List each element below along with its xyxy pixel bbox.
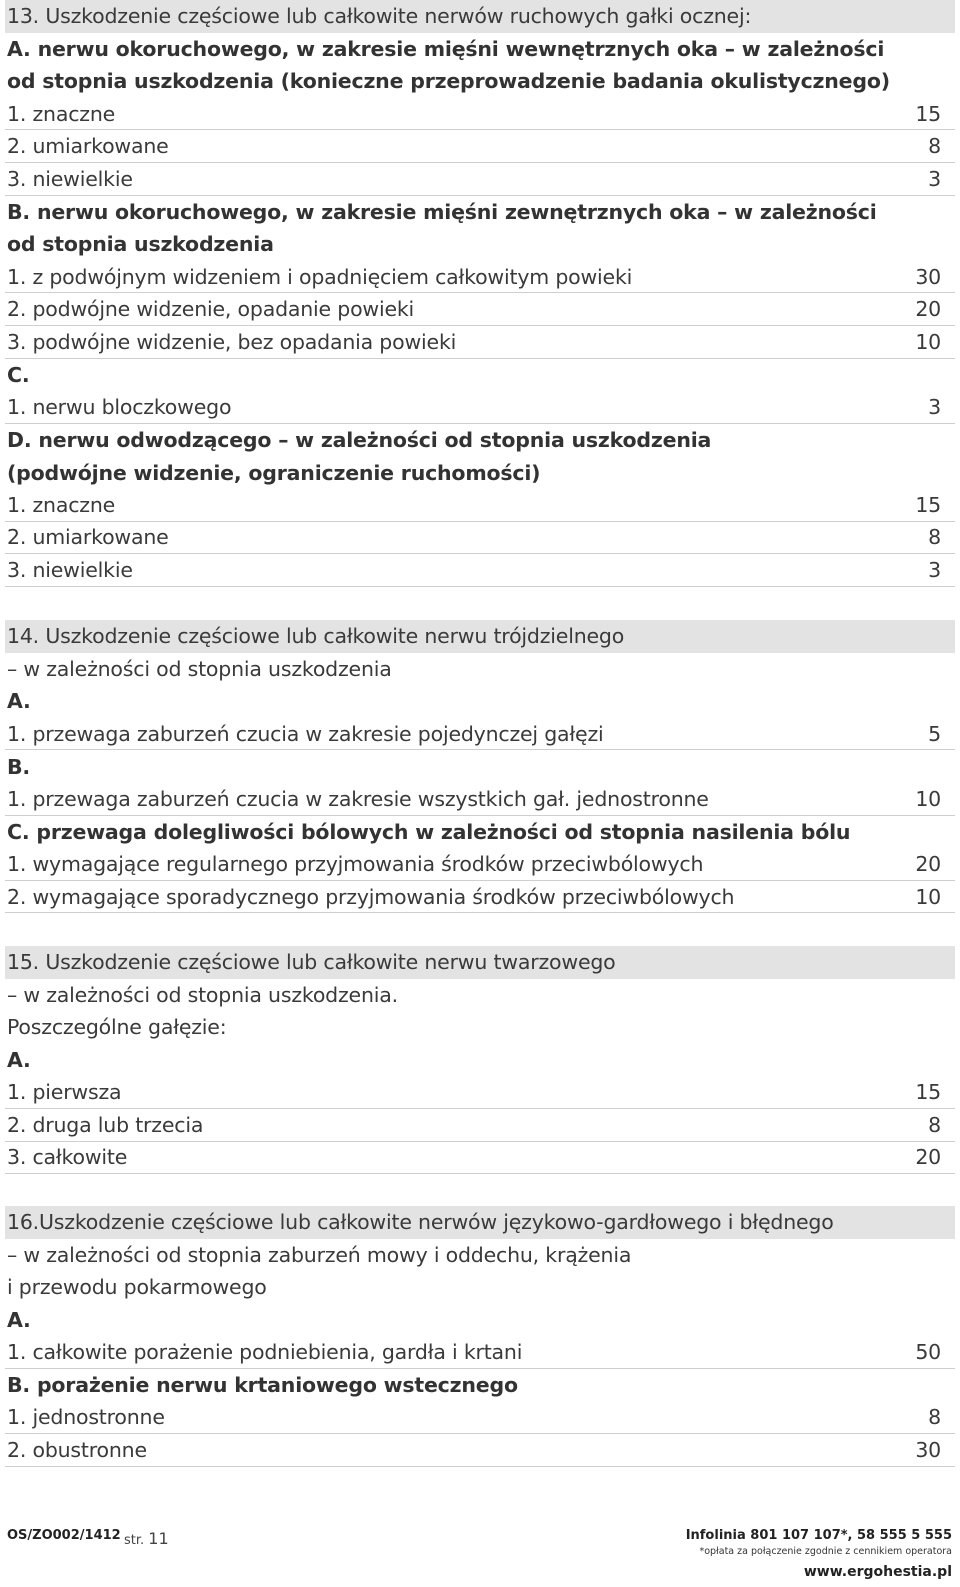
row-label: C.: [7, 362, 30, 387]
score-row: [5, 1142, 955, 1175]
row-label: A.: [7, 1308, 31, 1333]
row-value: 8: [928, 1112, 941, 1137]
row-label: 1. z podwójnym widzeniem i opadnięciem całkowitym powieki: [7, 264, 633, 289]
row-label: od stopnia uszkodzenia: [7, 232, 274, 257]
row-value: 8: [928, 525, 941, 550]
text-row: [5, 1304, 955, 1337]
score-row: [5, 881, 955, 914]
row-value: 20: [915, 851, 941, 876]
row-value: 8: [928, 1405, 941, 1430]
section-heading: [5, 0, 955, 33]
score-row: [5, 326, 955, 359]
row-label: 1. pierwsza: [7, 1080, 122, 1105]
row-value: 3: [928, 394, 941, 419]
text-row: [5, 196, 955, 229]
score-row: [5, 554, 955, 587]
score-row: [5, 1402, 955, 1435]
row-label: 1. wymagające regularnego przyjmowania środków przeciwbólowych: [7, 851, 704, 876]
row-label: 16.Uszkodzenie częściowe lub całkowite nerwów językowo-gardłowego i błędnego: [7, 1210, 834, 1235]
section-heading: [5, 1206, 955, 1239]
text-row: [5, 979, 955, 1012]
row-label: 1. znaczne: [7, 492, 116, 517]
row-value: 30: [915, 1437, 941, 1462]
row-label: 2. druga lub trzecia: [7, 1112, 204, 1137]
row-value: 3: [928, 166, 941, 191]
row-value: 15: [915, 101, 941, 126]
score-row: [5, 718, 955, 751]
text-row: [5, 1369, 955, 1402]
row-label: A.: [7, 1048, 31, 1073]
score-row: [5, 489, 955, 522]
score-row: [5, 783, 955, 816]
row-label: A.: [7, 689, 31, 714]
score-row: [5, 522, 955, 555]
row-label: A. nerwu okoruchowego, w zakresie mięśni wewnętrznych oka – w zależności: [7, 36, 885, 61]
row-label: Poszczególne gałęzie:: [7, 1015, 227, 1040]
text-row: [5, 1044, 955, 1077]
text-row: [5, 456, 955, 489]
fee-note: *opłata za połączenie zgodnie z cennikiem operatora: [699, 1546, 952, 1557]
score-row: [5, 391, 955, 424]
row-value: 15: [915, 492, 941, 517]
section-16: [5, 1206, 955, 1467]
score-row: [5, 163, 955, 196]
text-row: [5, 653, 955, 686]
document-code: OS/ZO002/1412: [7, 1528, 121, 1543]
infoline: Infolinia 801 107 107*, 58 555 5 555: [685, 1528, 952, 1543]
row-label: 3. podwójne widzenie, bez opadania powieki: [7, 329, 457, 354]
score-row: [5, 1434, 955, 1467]
row-label: 2. umiarkowane: [7, 525, 169, 550]
row-label: – w zależności od stopnia zaburzeń mowy i oddechu, krążenia: [7, 1242, 632, 1267]
row-value: 20: [915, 1145, 941, 1170]
row-label: C. przewaga dolegliwości bólowych w zależności od stopnia nasilenia bólu: [7, 819, 851, 844]
row-label: 1. przewaga zaburzeń czucia w zakresie wszystkich gał. jednostronne: [7, 786, 709, 811]
row-label: 1. jednostronne: [7, 1405, 165, 1430]
row-label: 3. niewielkie: [7, 166, 133, 191]
row-label: B.: [7, 754, 31, 779]
website-link[interactable]: www.ergohestia.pl: [803, 1564, 952, 1580]
row-value: 15: [915, 1080, 941, 1105]
row-value: 20: [915, 297, 941, 322]
row-label: – w zależności od stopnia uszkodzenia.: [7, 982, 398, 1007]
text-row: [5, 685, 955, 718]
row-label: od stopnia uszkodzenia (konieczne przeprowadzenie badania okulistycznego): [7, 69, 890, 94]
page-footer: [0, 1513, 960, 1587]
row-label: B. porażenie nerwu krtaniowego wstecznego: [7, 1373, 518, 1398]
row-value: 3: [928, 557, 941, 582]
row-value: 10: [915, 786, 941, 811]
section-14: [5, 620, 955, 913]
score-row: [5, 98, 955, 131]
row-label: 3. niewielkie: [7, 557, 133, 582]
row-value: 5: [928, 721, 941, 746]
row-label: 1. nerwu bloczkowego: [7, 394, 232, 419]
row-label: i przewodu pokarmowego: [7, 1275, 267, 1300]
row-value: 10: [915, 329, 941, 354]
row-value: 10: [915, 884, 941, 909]
text-row: [5, 228, 955, 261]
text-row: [5, 424, 955, 457]
row-label: 15. Uszkodzenie częściowe lub całkowite nerwu twarzowego: [7, 950, 616, 975]
text-row: [5, 1271, 955, 1304]
text-row: [5, 65, 955, 98]
row-label: 1. znaczne: [7, 101, 116, 126]
score-row: [5, 1109, 955, 1142]
section-13: [5, 0, 955, 587]
text-row: [5, 359, 955, 392]
row-label: 3. całkowite: [7, 1145, 128, 1170]
row-label: 2. podwójne widzenie, opadanie powieki: [7, 297, 415, 322]
row-label: D. nerwu odwodzącego – w zależności od stopnia uszkodzenia: [7, 428, 712, 453]
section-heading: [5, 946, 955, 979]
score-row: [5, 1336, 955, 1369]
row-label: B. nerwu okoruchowego, w zakresie mięśni zewnętrznych oka – w zależności: [7, 199, 877, 224]
row-label: 1. całkowite porażenie podniebienia, gardła i krtani: [7, 1340, 523, 1365]
text-row: [5, 816, 955, 849]
row-label: (podwójne widzenie, ograniczenie ruchomości): [7, 460, 541, 485]
row-value: 8: [928, 134, 941, 159]
text-row: [5, 1011, 955, 1044]
section-15: [5, 946, 955, 1174]
row-label: – w zależności od stopnia uszkodzenia: [7, 656, 392, 681]
row-label: 13. Uszkodzenie częściowe lub całkowite nerwów ruchowych gałki ocznej:: [7, 4, 752, 29]
page-number: str. 11: [124, 1529, 169, 1548]
text-row: [5, 33, 955, 66]
row-value: 30: [915, 264, 941, 289]
text-row: [5, 750, 955, 783]
row-label: 2. umiarkowane: [7, 134, 169, 159]
score-row: [5, 261, 955, 294]
score-row: [5, 848, 955, 881]
row-label: 1. przewaga zaburzeń czucia w zakresie pojedynczej gałęzi: [7, 721, 604, 746]
row-label: 14. Uszkodzenie częściowe lub całkowite nerwu trójdzielnego: [7, 624, 625, 649]
row-label: 2. obustronne: [7, 1437, 147, 1462]
row-value: 50: [915, 1340, 941, 1365]
score-row: [5, 130, 955, 163]
row-label: 2. wymagające sporadycznego przyjmowania środków przeciwbólowych: [7, 884, 735, 909]
text-row: [5, 1239, 955, 1272]
score-row: [5, 1076, 955, 1109]
section-heading: [5, 620, 955, 653]
score-row: [5, 293, 955, 326]
